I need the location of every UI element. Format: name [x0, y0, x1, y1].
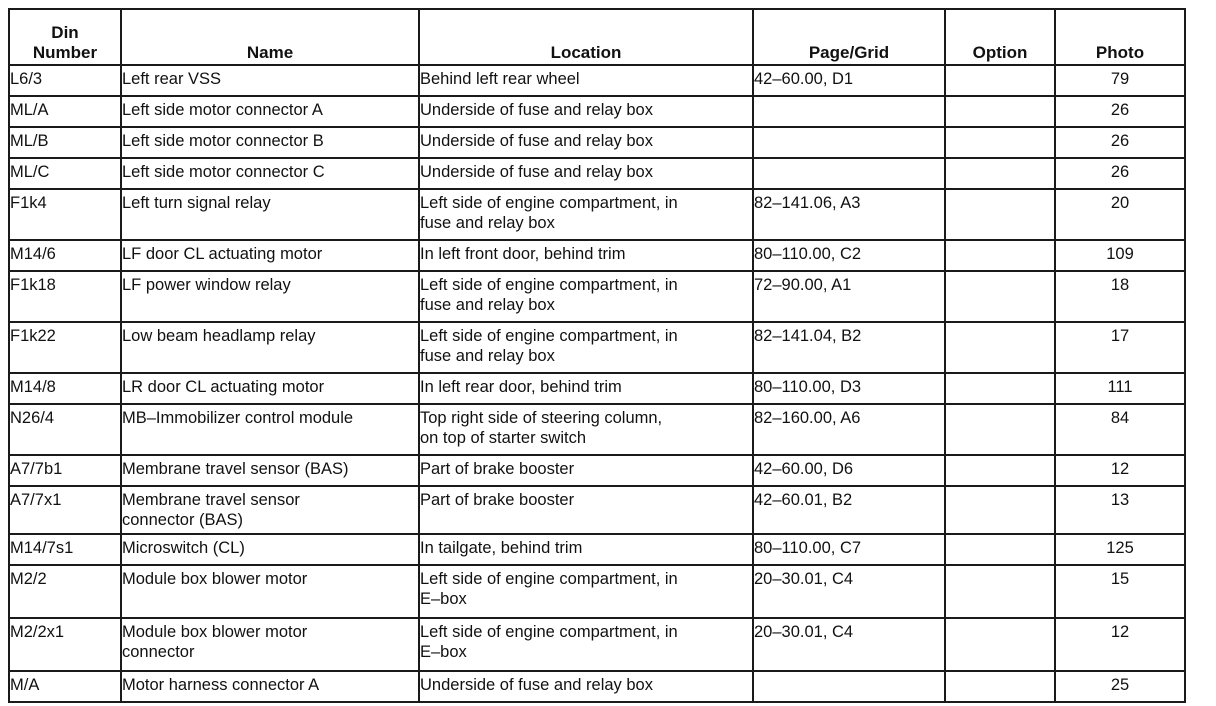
option-cell [945, 189, 1055, 240]
photo-cell: 15 [1055, 565, 1185, 618]
table-row [9, 127, 1185, 158]
location-line: E–box [420, 643, 467, 661]
option-cell [945, 486, 1055, 534]
name-cell [121, 404, 419, 455]
option-cell [945, 127, 1055, 158]
location-line: Left side of engine compartment, in [420, 570, 678, 588]
din-number-cell: M14/6 [9, 240, 121, 271]
location-line: Underside of fuse and relay box [420, 163, 653, 181]
name-line: MB–Immobilizer control module [122, 409, 354, 427]
option-cell [945, 618, 1055, 671]
name-line: connector [122, 643, 195, 661]
page-grid-cell [753, 127, 945, 158]
location-cell [419, 618, 753, 671]
name-cell [121, 455, 419, 486]
din-number-cell: M14/8 [9, 373, 121, 404]
photo-cell: 20 [1055, 189, 1185, 240]
name-line: Left rear VSS [122, 70, 222, 88]
location-cell [419, 158, 753, 189]
table-row [9, 322, 1185, 373]
name-line: Left side motor connector B [122, 132, 324, 150]
name-cell [121, 671, 419, 702]
option-cell [945, 240, 1055, 271]
photo-cell: 25 [1055, 671, 1185, 702]
location-cell [419, 240, 753, 271]
header-name: Name [121, 9, 419, 65]
photo-cell: 26 [1055, 158, 1185, 189]
location-cell [419, 189, 753, 240]
table-row [9, 158, 1185, 189]
name-cell [121, 240, 419, 271]
name-line: Membrane travel sensor [122, 491, 300, 509]
location-line: Left side of engine compartment, in [420, 276, 678, 294]
option-cell [945, 565, 1055, 618]
location-line: Underside of fuse and relay box [420, 676, 653, 694]
location-line: fuse and relay box [420, 296, 555, 314]
din-number-cell: F1k4 [9, 189, 121, 240]
din-number-cell: M/A [9, 671, 121, 702]
table-row [9, 189, 1185, 240]
header-din-line1: Din [51, 23, 79, 42]
din-number-cell: ML/A [9, 96, 121, 127]
table-row [9, 565, 1185, 618]
header-photo: Photo [1055, 9, 1185, 65]
name-line: Motor harness connector A [122, 676, 320, 694]
header-din-number [9, 9, 121, 65]
location-cell [419, 271, 753, 322]
location-cell [419, 65, 753, 96]
header-din-line2: Number [32, 43, 98, 62]
table-row [9, 534, 1185, 565]
component-locator-table [8, 8, 1186, 703]
page-grid-cell: 82–141.06, A3 [753, 189, 945, 240]
table-body [9, 65, 1185, 702]
din-number-cell: M2/2 [9, 565, 121, 618]
din-number-cell: A7/7b1 [9, 455, 121, 486]
page-grid-cell [753, 158, 945, 189]
table-row [9, 455, 1185, 486]
location-cell [419, 373, 753, 404]
page-grid-cell: 42–60.00, D1 [753, 65, 945, 96]
photo-cell: 17 [1055, 322, 1185, 373]
name-cell [121, 618, 419, 671]
location-line: Left side of engine compartment, in [420, 623, 678, 641]
option-cell [945, 158, 1055, 189]
table-row [9, 618, 1185, 671]
page-grid-cell: 80–110.00, D3 [753, 373, 945, 404]
name-cell [121, 65, 419, 96]
location-line: Behind left rear wheel [420, 70, 580, 88]
din-number-cell: ML/B [9, 127, 121, 158]
header-page-grid: Page/Grid [753, 9, 945, 65]
name-line: Left turn signal relay [122, 194, 271, 212]
name-cell [121, 189, 419, 240]
page-grid-cell: 80–110.00, C7 [753, 534, 945, 565]
location-cell [419, 96, 753, 127]
photo-cell: 12 [1055, 618, 1185, 671]
name-line: Module box blower motor [122, 623, 308, 641]
name-cell [121, 96, 419, 127]
option-cell [945, 322, 1055, 373]
name-cell [121, 127, 419, 158]
page-grid-cell: 80–110.00, C2 [753, 240, 945, 271]
photo-cell: 13 [1055, 486, 1185, 534]
table-row [9, 404, 1185, 455]
location-cell [419, 404, 753, 455]
option-cell [945, 96, 1055, 127]
page-grid-cell: 20–30.01, C4 [753, 565, 945, 618]
name-cell [121, 486, 419, 534]
photo-cell: 125 [1055, 534, 1185, 565]
table-row [9, 240, 1185, 271]
option-cell [945, 671, 1055, 702]
header-row [9, 9, 1185, 65]
page-grid-cell: 20–30.01, C4 [753, 618, 945, 671]
location-cell [419, 671, 753, 702]
option-cell [945, 65, 1055, 96]
location-cell [419, 486, 753, 534]
location-line: Left side of engine compartment, in [420, 327, 678, 345]
option-cell [945, 534, 1055, 565]
location-cell [419, 534, 753, 565]
photo-cell: 79 [1055, 65, 1185, 96]
din-number-cell: N26/4 [9, 404, 121, 455]
name-line: LF power window relay [122, 276, 291, 294]
option-cell [945, 373, 1055, 404]
name-line: Membrane travel sensor (BAS) [122, 460, 349, 478]
option-cell [945, 271, 1055, 322]
name-cell [121, 565, 419, 618]
table-row [9, 373, 1185, 404]
header-option: Option [945, 9, 1055, 65]
table-row [9, 671, 1185, 702]
location-line: Part of brake booster [420, 460, 575, 478]
location-line: E–box [420, 590, 467, 608]
location-line: fuse and relay box [420, 214, 555, 232]
name-cell [121, 373, 419, 404]
location-cell [419, 127, 753, 158]
name-cell [121, 271, 419, 322]
name-line: LR door CL actuating motor [122, 378, 325, 396]
photo-cell: 12 [1055, 455, 1185, 486]
din-number-cell: L6/3 [9, 65, 121, 96]
name-line: LF door CL actuating motor [122, 245, 323, 263]
page-grid-cell [753, 671, 945, 702]
name-cell [121, 534, 419, 565]
din-number-cell: F1k18 [9, 271, 121, 322]
din-number-cell: A7/7x1 [9, 486, 121, 534]
name-line: Left side motor connector A [122, 101, 323, 119]
name-cell [121, 322, 419, 373]
location-line: Top right side of steering column, [420, 409, 663, 427]
photo-cell: 84 [1055, 404, 1185, 455]
name-line: Microswitch (CL) [122, 539, 245, 557]
table-row [9, 96, 1185, 127]
location-line: Underside of fuse and relay box [420, 101, 653, 119]
din-number-cell: M14/7s1 [9, 534, 121, 565]
photo-cell: 111 [1055, 373, 1185, 404]
din-number-cell: F1k22 [9, 322, 121, 373]
name-line: Module box blower motor [122, 570, 308, 588]
page-grid-cell: 42–60.00, D6 [753, 455, 945, 486]
location-line: In left front door, behind trim [420, 245, 626, 263]
location-line: fuse and relay box [420, 347, 555, 365]
location-cell [419, 455, 753, 486]
option-cell [945, 455, 1055, 486]
name-line: Left side motor connector C [122, 163, 325, 181]
photo-cell: 26 [1055, 127, 1185, 158]
location-line: In left rear door, behind trim [420, 378, 622, 396]
name-line: Low beam headlamp relay [122, 327, 316, 345]
photo-cell: 18 [1055, 271, 1185, 322]
location-cell [419, 565, 753, 618]
page-grid-cell: 82–160.00, A6 [753, 404, 945, 455]
location-line: In tailgate, behind trim [420, 539, 583, 557]
table-row [9, 271, 1185, 322]
table-row [9, 486, 1185, 534]
page-grid-cell: 42–60.01, B2 [753, 486, 945, 534]
header-location: Location [419, 9, 753, 65]
location-line: Underside of fuse and relay box [420, 132, 653, 150]
photo-cell: 26 [1055, 96, 1185, 127]
name-line: connector (BAS) [122, 511, 244, 529]
location-line: Part of brake booster [420, 491, 575, 509]
page-grid-cell: 82–141.04, B2 [753, 322, 945, 373]
din-number-cell: M2/2x1 [9, 618, 121, 671]
location-cell [419, 322, 753, 373]
page-grid-cell: 72–90.00, A1 [753, 271, 945, 322]
din-number-cell: ML/C [9, 158, 121, 189]
name-cell [121, 158, 419, 189]
option-cell [945, 404, 1055, 455]
location-line: Left side of engine compartment, in [420, 194, 678, 212]
page-grid-cell [753, 96, 945, 127]
location-line: on top of starter switch [420, 429, 586, 447]
table-row [9, 65, 1185, 96]
photo-cell: 109 [1055, 240, 1185, 271]
